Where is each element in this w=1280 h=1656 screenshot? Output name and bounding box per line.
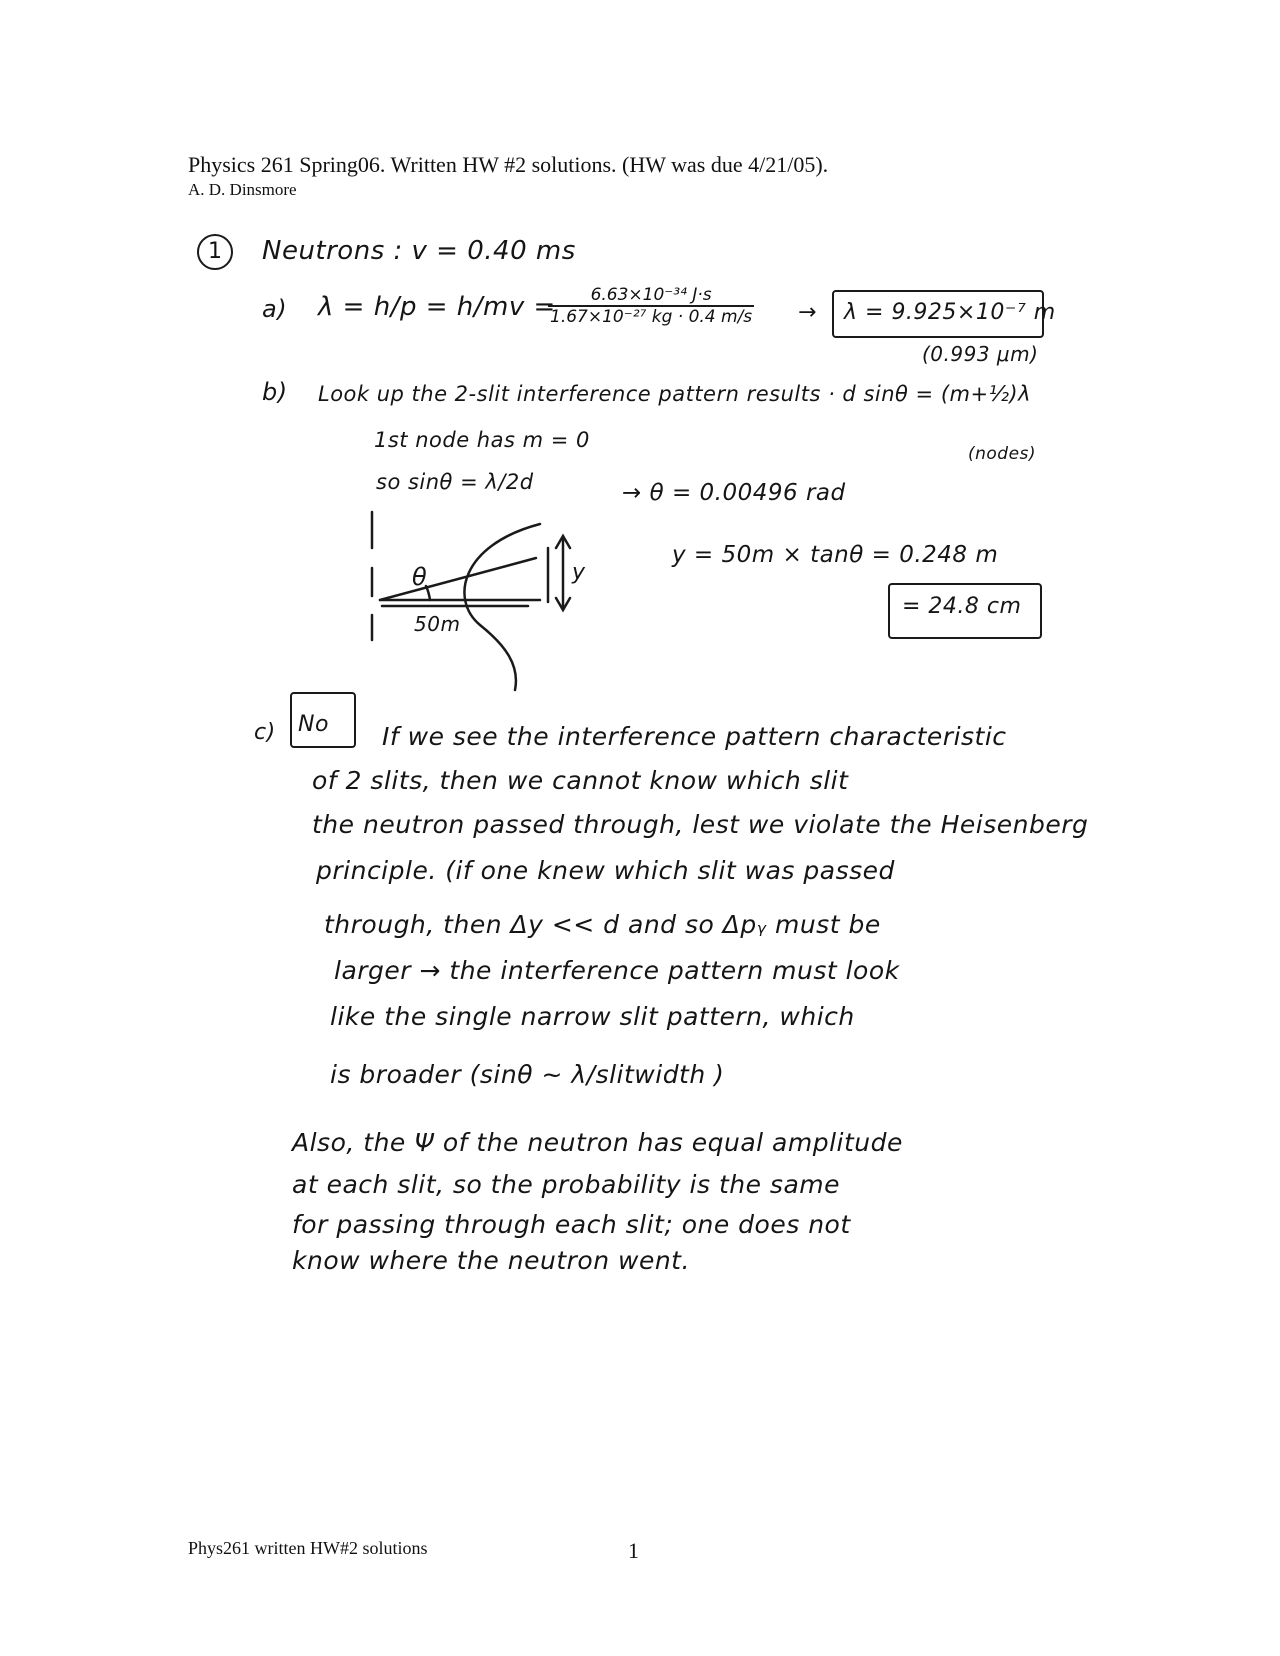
author: A. D. Dinsmore <box>188 180 297 199</box>
part-b-line2: 1st node has m = 0 <box>374 428 590 452</box>
also-line: for passing through each slit; one does not <box>292 1210 851 1239</box>
part-c-line: principle. (if one knew which slit was passed <box>316 856 895 885</box>
also-line: know where the neutron went. <box>292 1246 690 1275</box>
part-b-line3: so sinθ = λ/2d <box>376 470 534 494</box>
part-c-line: If we see the interference pattern characteristic <box>382 722 1007 751</box>
angle-ray <box>380 558 536 600</box>
fraction-numerator: 6.63×10⁻³⁴ J·s <box>548 285 754 307</box>
nodes-note: (nodes) <box>968 444 1037 464</box>
page-title: Physics 261 Spring06. Written HW #2 solutions. (HW was due 4/21/05). <box>188 152 829 177</box>
problem-number: 1 <box>197 234 233 270</box>
theta-result: → θ = 0.00496 rad <box>622 480 846 506</box>
part-c-line: the neutron passed through, lest we violate the Heisenberg <box>312 810 1089 839</box>
part-c-line: through, then Δy << d and so Δpᵧ must be <box>324 910 881 939</box>
y-equation: y = 50m × tanθ = 0.248 m <box>672 542 999 568</box>
given-line: Neutrons : v = 0.40 ms <box>262 236 576 266</box>
footer-title: Phys261 written HW#2 solutions <box>188 1538 428 1558</box>
also-line: at each slit, so the probability is the same <box>292 1170 841 1199</box>
wavelength-micrometers: (0.993 μm) <box>922 342 1039 366</box>
answer-no: No <box>298 712 329 737</box>
also-line: Also, the Ψ of the neutron has equal amplitude <box>292 1128 903 1157</box>
part-b-line1: Look up the 2-slit interference pattern results · d sinθ = (m+½)λ <box>318 382 1032 406</box>
fraction-denominator: 1.67×10⁻²⁷ kg · 0.4 m/s <box>550 307 753 327</box>
part-c-line: like the single narrow slit pattern, which <box>330 1002 855 1031</box>
y-result: = 24.8 cm <box>902 594 1022 619</box>
wavelength-equation: λ = h/p = h/mv = <box>318 292 556 322</box>
page-number: 1 <box>628 1538 639 1563</box>
part-b-label: b) <box>262 378 288 406</box>
part-c-label: c) <box>254 720 276 745</box>
arrow-a: → <box>798 300 817 325</box>
wavelength-result: λ = 9.925×10⁻⁷ m <box>844 300 1056 325</box>
part-a-label: a) <box>262 295 288 323</box>
theta-label: θ <box>412 563 428 591</box>
distance-label: 50m <box>414 612 461 636</box>
part-c-line: is broader (sinθ ~ λ/slitwidth ) <box>330 1060 725 1089</box>
y-label: y <box>572 560 586 585</box>
part-c-line: of 2 slits, then we cannot know which slit <box>312 766 849 795</box>
part-c-line: larger → the interference pattern must look <box>334 956 900 985</box>
